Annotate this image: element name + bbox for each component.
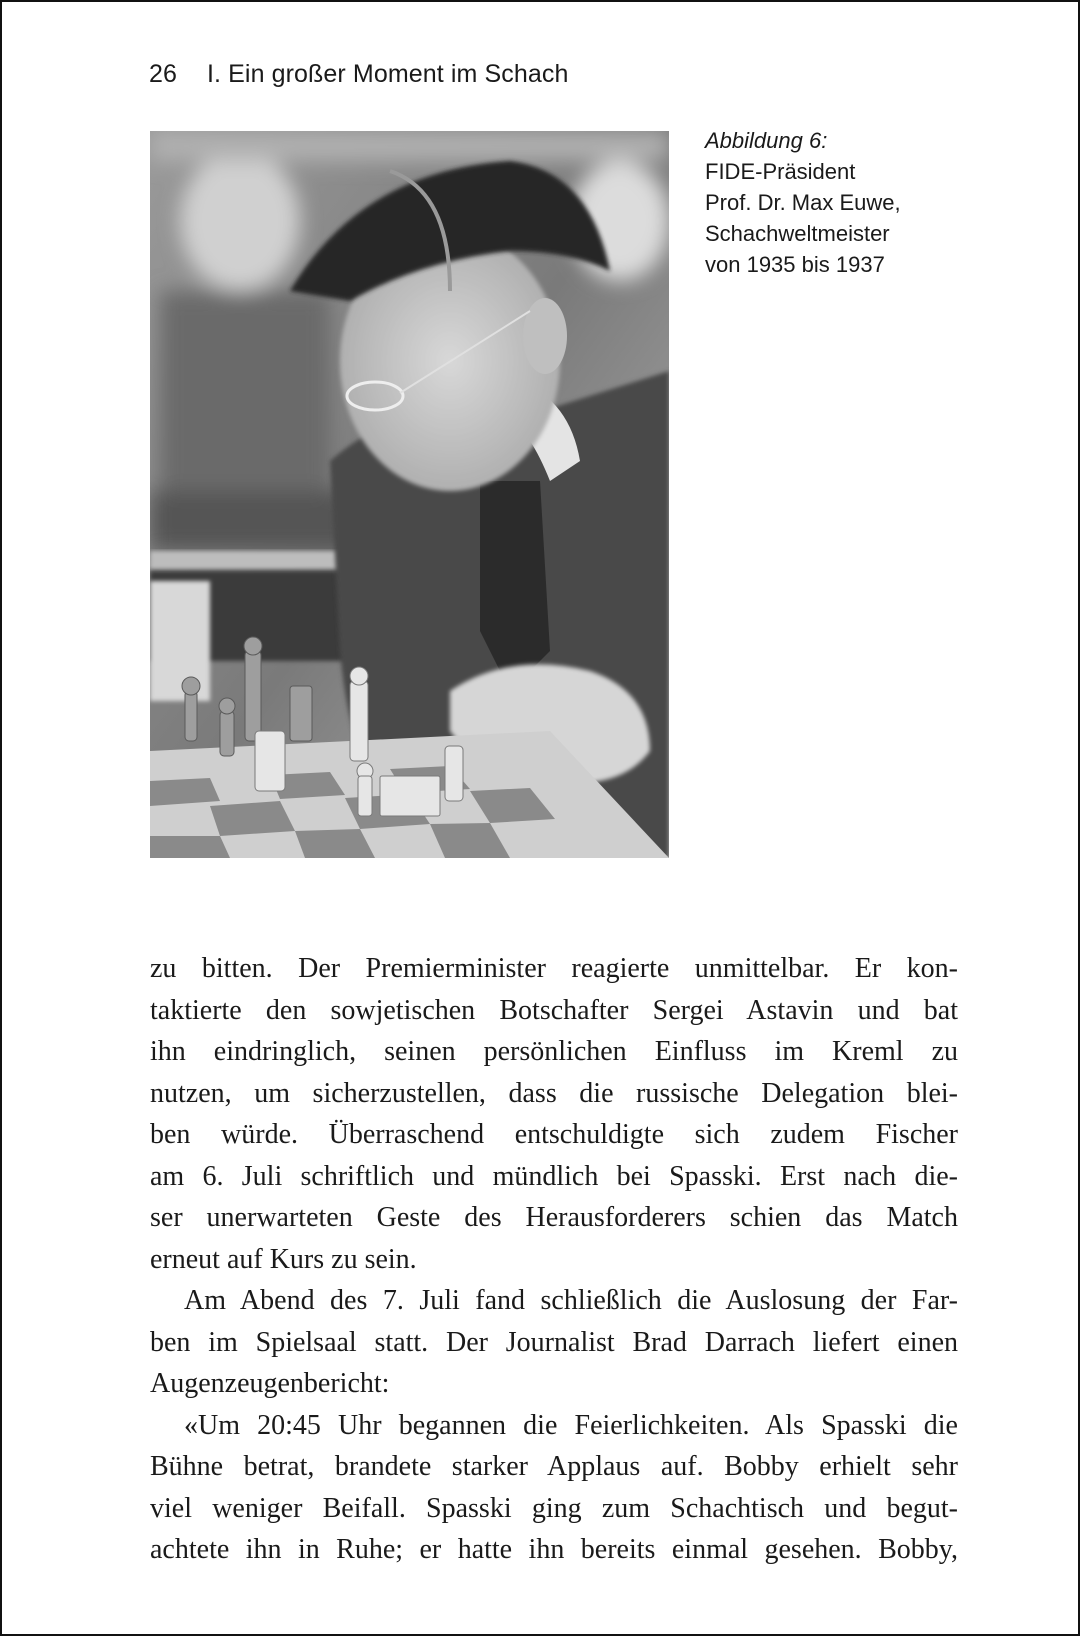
text-line: viel weniger Beifall. Spasski ging zum Schachtisch und begut- bbox=[150, 1492, 958, 1524]
text-line: «Um 20:45 Uhr begannen die Feierlichkeiten. Als Spasski die bbox=[184, 1409, 958, 1441]
figure-photo bbox=[150, 131, 669, 858]
text-line: Bühne betrat, brandete starker Applaus auf. Bobby erhielt sehr bbox=[150, 1451, 958, 1482]
caption-label: Abbildung 6: bbox=[705, 128, 828, 153]
page-number: 26 bbox=[149, 60, 178, 88]
text-line: ben würde. Überraschend entschuldigte sich zudem Fischer bbox=[150, 1119, 958, 1150]
figure-caption bbox=[705, 125, 965, 280]
caption-line: von 1935 bis 1937 bbox=[705, 252, 885, 277]
text-line: am 6. Juli schriftlich und mündlich bei Spasski. Erst nach die- bbox=[150, 1160, 958, 1192]
text-line: ben im Spielsaal statt. Der Journalist Brad Darrach liefert einen bbox=[150, 1326, 958, 1358]
text-line: erneut auf Kurs zu sein. bbox=[150, 1243, 417, 1275]
text-line: zu bitten. Der Premierminister reagierte unmittelbar. Er kon- bbox=[150, 953, 958, 984]
text-line: achtete ihn in Ruhe; er hatte ihn bereits einmal gesehen. Bobby, bbox=[150, 1534, 958, 1565]
caption-line: FIDE-Präsident bbox=[705, 159, 856, 184]
paragraph-2 bbox=[150, 1280, 958, 1405]
text-line: nutzen, um sicherzustellen, dass die russische Delegation blei- bbox=[150, 1077, 958, 1109]
paragraph-1 bbox=[150, 948, 958, 1280]
caption-line: Schachweltmeister bbox=[705, 221, 890, 246]
text-line: Augenzeugenbericht: bbox=[150, 1368, 390, 1399]
text-line: Am Abend des 7. Juli fand schließlich die Auslosung der Far- bbox=[184, 1285, 958, 1316]
chapter-title: I. Ein großer Moment im Schach bbox=[207, 60, 569, 88]
text-line: ser unerwarteten Geste des Herausforderers schien das Match bbox=[150, 1202, 958, 1233]
paragraph-3-quote bbox=[150, 1405, 958, 1571]
text-line: taktierte den sowjetischen Botschafter Sergei Astavin und bat bbox=[150, 994, 958, 1026]
text-line: ihn eindringlich, seinen persönlichen Einfluss im Kreml zu bbox=[150, 1036, 958, 1067]
body-text bbox=[150, 948, 958, 1571]
running-head bbox=[149, 60, 568, 89]
caption-line: Prof. Dr. Max Euwe, bbox=[705, 190, 901, 215]
photo-image-icon bbox=[150, 131, 669, 858]
